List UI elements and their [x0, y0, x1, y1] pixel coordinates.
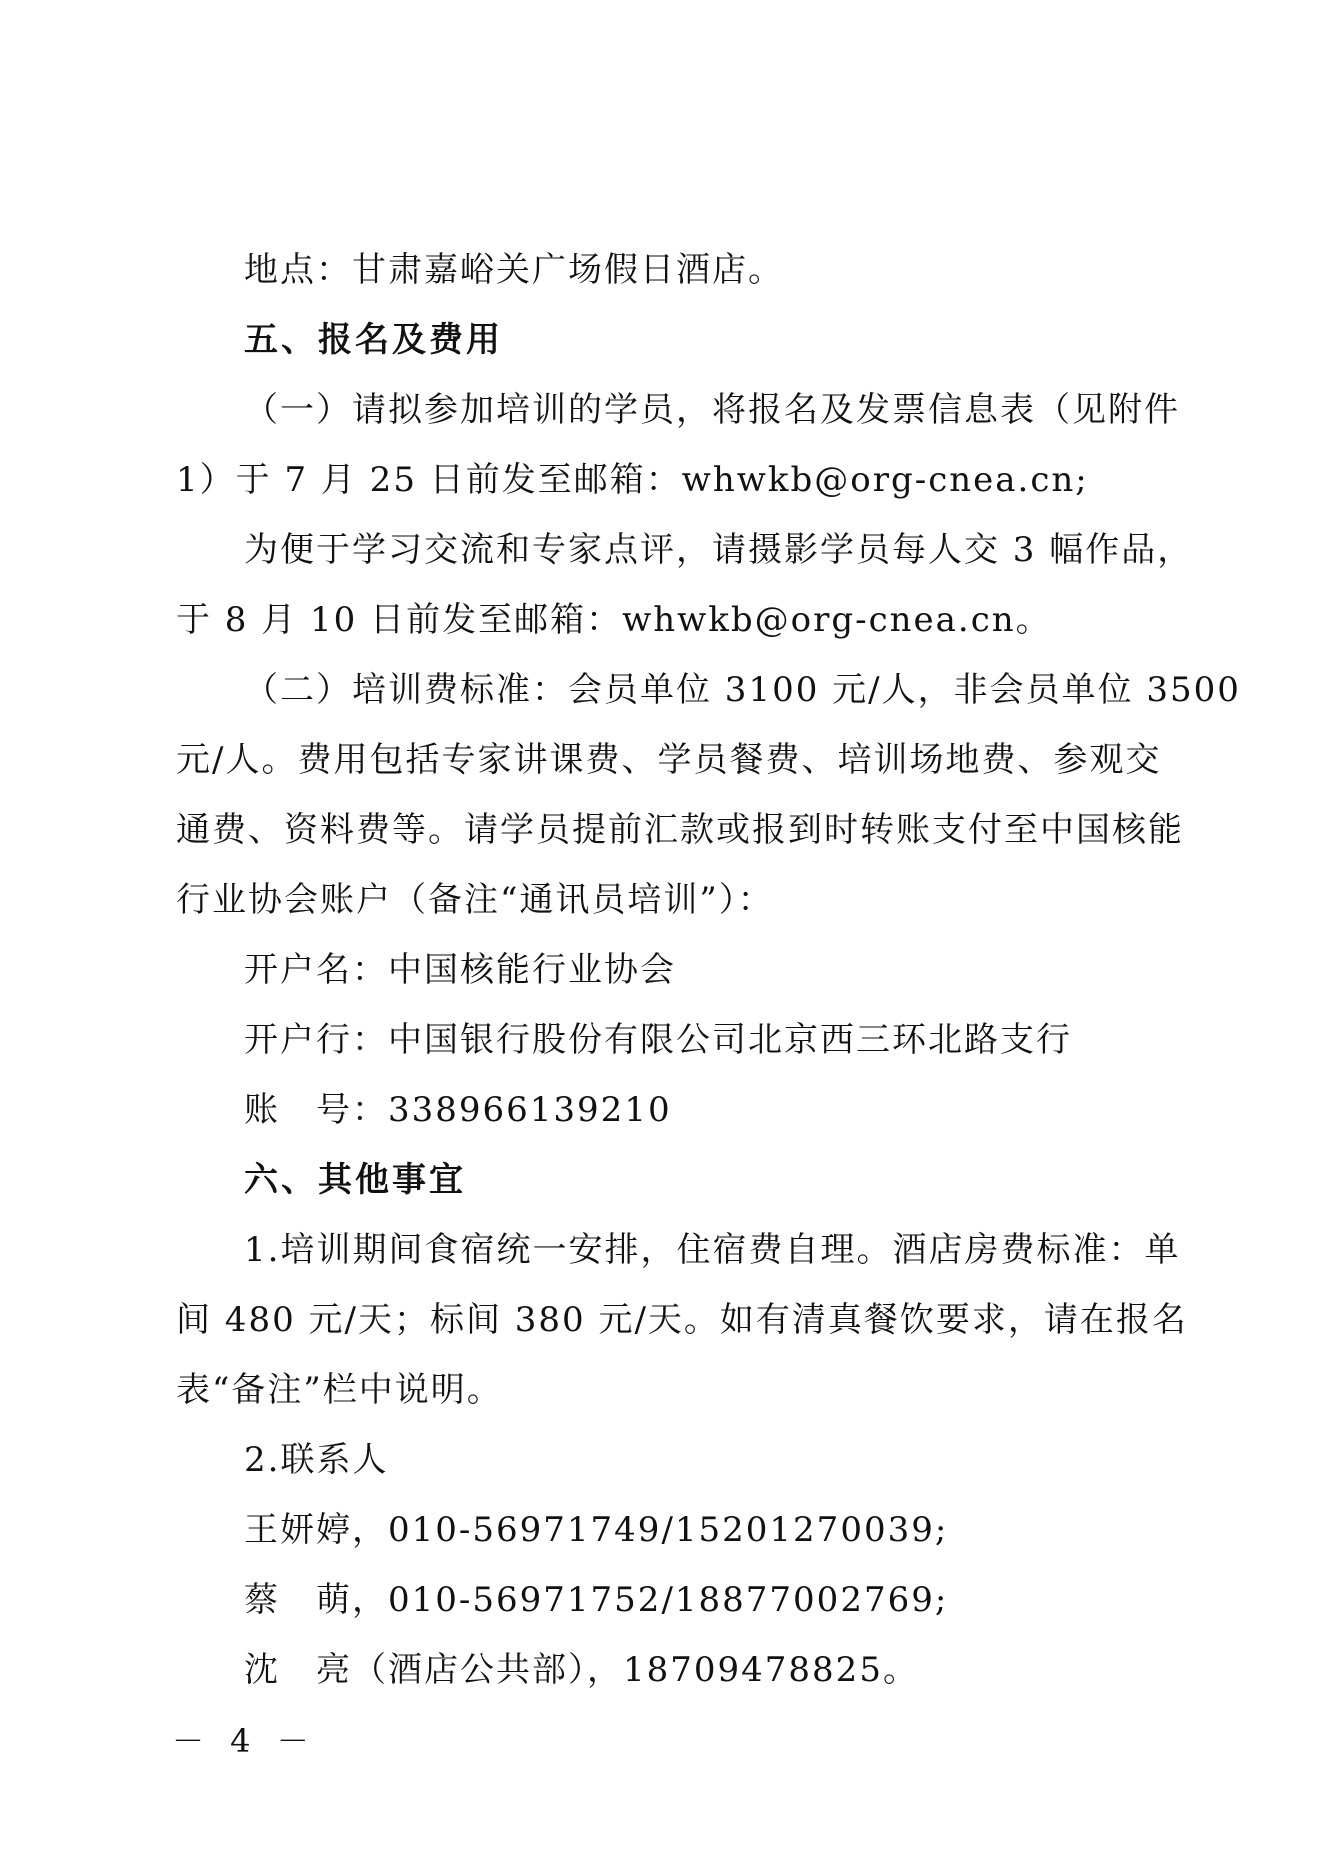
submission-paragraph-line-1: 为便于学习交流和专家点评，请摄影学员每人交 3 幅作品， — [244, 530, 1194, 570]
venue-line: 地点：甘肃嘉峪关广场假日酒店。 — [244, 250, 784, 290]
section-6-heading: 六、其他事宜 — [244, 1160, 466, 1200]
contact-line: 沈 亮（酒店公共部），18709478825。 — [244, 1650, 919, 1690]
account-name-line: 开户名：中国核能行业协会 — [244, 950, 676, 990]
lodging-paragraph-line-3: 表“备注”栏中说明。 — [176, 1370, 503, 1410]
contact-line: 王妍婷，010-56971749/15201270039; — [244, 1510, 949, 1550]
contacts-heading: 2.联系人 — [244, 1440, 389, 1480]
lodging-paragraph-line-2: 间 480 元/天；标间 380 元/天。如有清真餐饮要求，请在报名 — [176, 1300, 1188, 1340]
section-5-heading: 五、报名及费用 — [244, 320, 503, 360]
lodging-paragraph-line-1: 1.培训期间食宿统一安排，住宿费自理。酒店房费标准：单 — [244, 1230, 1181, 1270]
fee-paragraph-line-4: 行业协会账户（备注“通讯员培训”）： — [176, 880, 774, 920]
fee-paragraph-line-1: （二）培训费标准：会员单位 3100 元/人，非会员单位 3500 — [244, 670, 1241, 710]
bank-line: 开户行：中国银行股份有限公司北京西三环北路支行 — [244, 1020, 1072, 1060]
fee-paragraph-line-2: 元/人。费用包括专家讲课费、学员餐费、培训场地费、参观交 — [176, 740, 1162, 780]
fee-paragraph-line-3: 通费、资料费等。请学员提前汇款或报到时转账支付至中国核能 — [176, 810, 1184, 850]
registration-paragraph-line-2: 1）于 7 月 25 日前发至邮箱：whwkb@org-cnea.cn; — [176, 460, 1089, 500]
submission-paragraph-line-2: 于 8 月 10 日前发至邮箱：whwkb@org-cnea.cn。 — [176, 600, 1052, 640]
page-number: － 4 － — [172, 1722, 317, 1760]
registration-paragraph-line-1: （一）请拟参加培训的学员，将报名及发票信息表（见附件 — [244, 390, 1180, 430]
contact-line: 蔡 萌，010-56971752/18877002769; — [244, 1580, 949, 1620]
account-number-line: 账 号：338966139210 — [244, 1090, 672, 1130]
